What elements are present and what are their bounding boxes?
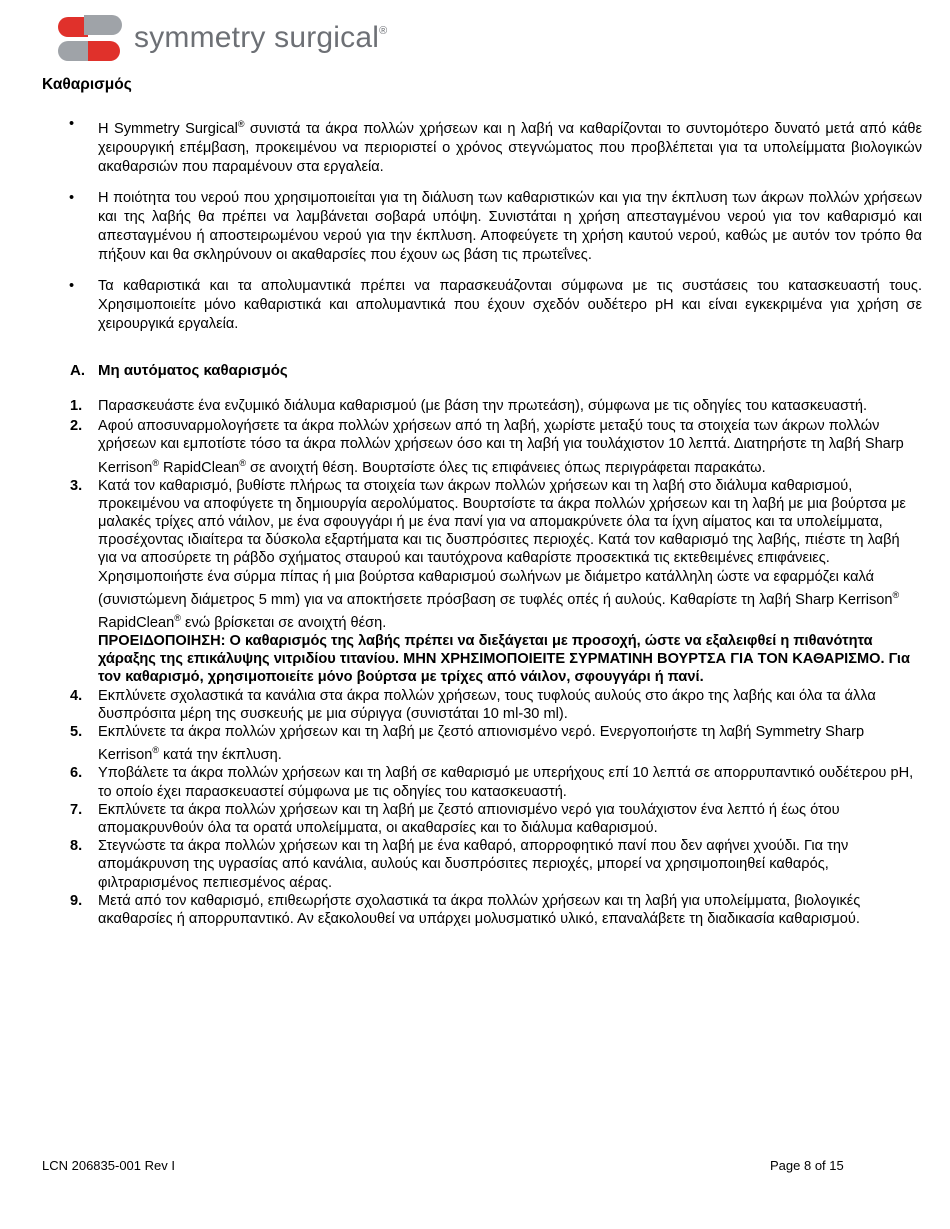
logo-mark-icon	[56, 9, 128, 67]
page-title: Καθαρισμός	[42, 76, 132, 93]
bullet-icon: •	[69, 116, 75, 132]
step-item: 8. Στεγνώστε τα άκρα πολλών χρήσεων και τη λαβή με ένα καθαρό, απορροφητικό πανί που δεν αφήνει χνούδι. Για την απομάκρυνση της υγρασίας από κανάλια, αυλούς και δυσπρόσιτες περιοχές, μπορεί να χρησιμοποιηθεί καθαρός, φιλτραρισμένος πεπιεσμένος αέρας.	[70, 838, 849, 891]
list-item: • Η Symmetry Surgical® συνιστά τα άκρα πολλών χρήσεων και η λαβή να καθαρίζονται το συντομότερο δυνατό μετά από κάθε χειρουργική επέμβαση, προκειμένου να περιοριστεί ο χρόνος στεγνώματος που προβλέπεται για τα υπολείμματα βιολογικών ακαθαρσιών που παραμένουν στα εργαλεία.	[69, 116, 922, 175]
symmetry-surgical-logo	[38, 6, 428, 70]
step-item: 7. Εκπλύνετε τα άκρα πολλών χρήσεων και τη λαβή με ζεστό απιονισμένο νερό για τουλάχιστον ένα λεπτό ή έως ότου απομακρυνθούν όλα τα ορατά υπολείμματα, οι ακαθαρσίες και το διάλυμα καθαρισμού.	[70, 801, 840, 836]
step-item: 6. Υποβάλετε τα άκρα πολλών χρήσεων και τη λαβή σε καθαρισμό με υπερήχους επί 10 λεπτά σε απορρυπαντικό ουδέτερου pH, το οποίο έχει παρασκευαστεί σύμφωνα με τις οδηγίες του κατασκευαστή.	[70, 765, 914, 800]
logo-text: symmetry surgical®	[134, 21, 388, 54]
warning-text: ΠΡΟΕΙΔΟΠΟΙΗΣΗ: Ο καθαρισμός της λαβής πρέπει να διεξάγεται με προσοχή, ώστε να εξαλειφθεί η πιθανότητα χάραξης της επικάλυψης νιτριδίου τιτανίου. ΜΗΝ ΧΡΗΣΙΜΟΠΟΙΕΙΤΕ ΣΥΡΜΑΤΙΝΗ ΒΟΥΡΤΣΑ ΓΙΑ ΤΟΝ ΚΑΘΑΡΙΣΜΟ. Για τον καθαρισμό, χρησιμοποιείτε μόνο βούρτσα με τρίχες από νάιλον, σφουγγάρι ή πανί.	[98, 633, 910, 686]
step-item: 1. Παρασκευάστε ένα ενζυμικό διάλυμα καθαρισμού (με βάση την πρωτεάση), σύμφωνα με τις οδηγίες του κατασκευαστή.	[70, 398, 868, 414]
list-item: • Η ποιότητα του νερού που χρησιμοποιείται για τη διάλυση των καθαριστικών και για την έκπλυση των άκρων πολλών χρήσεων και της λαβής θα πρέπει να λαμβάνεται σοβαρά υπόψη. Συνιστάται η χρήση απεσταγμένου νερού για τον καθαρισμό και απεσταγμένου ή αποστειρωμένου νερού για την έκπλυση. Αποφεύγετε τη χρήση καυτού νερού, καθώς με αυτόν τον τρόπο θα πήξουν και θα σκληρύνουν οι ακαθαρσίες που έχουν ως βάση τις πρωτεΐνες.	[69, 189, 922, 263]
step-item: 3. Κατά τον καθαρισμό, βυθίστε πλήρως τα στοιχεία των άκρων πολλών χρήσεων και τη λαβή στο διάλυμα καθαρισμού, προκειμένου να αποφύγετε τη δημιουργία αερολύματος. Βουρτσίστε τα άκρα πολλών χρήσεων και τη λαβή με μια βούρτσα με μαλακές τρίχες από νάιλον, με ένα σφουγγάρι ή με ένα πανί για να απομακρύνετε όλα τα ίχνη αίματος και τα υπολείμματα, προσέχοντας ιδιαίτερα τα δύσκολα εξαρτήματα και τις δυσπρόσιτες περιοχές. Κατά τον καθαρισμό της λαβής, πιέστε τη λαβή για να αποσύρετε τη ράβδο σχήματος σταυρού και ταυτόχρονα καθαρίστε προσεκτικά τις εκτεθειμένες επιφάνειες. Χρησιμοποιήστε ένα σύρμα πίπας ή μια βούρτσα καθαρισμού σωλήνων με διάμετρο κατάλληλη ώστε να εφαρμόζει καλά (συνιστώμενη διάμετρος 5 mm) για να αποκτήσετε πρόσβαση σε τυφλές οπές ή αυλούς. Καθαρίστε τη λαβή Sharp Kerrison® RapidClean® ενώ βρίσκεται σε ανοιχτή θέση. ΠΡΟΕΙΔΟΠΟΙΗΣΗ: Ο καθαρισμός της λαβής πρέπει να διεξάγεται με προσοχή, ώστε να εξαλειφθεί η πιθανότητα χάραξης της επικάλυψης νιτριδίου τιτανίου. ΜΗΝ ΧΡΗΣΙΜΟΠΟΙΕΙΤΕ ΣΥΡΜΑΤΙΝΗ ΒΟΥΡΤΣΑ ΓΙΑ ΤΟΝ ΚΑΘΑΡΙΣΜΟ. Για τον καθαρισμό, χρησιμοποιείτε μόνο βούρτσα με τρίχες από νάιλον, σφουγγάρι ή πανί.	[70, 477, 922, 687]
bullet-icon: •	[69, 189, 75, 206]
section-heading: A. Μη αυτόματος καθαρισμός	[70, 362, 288, 379]
page-number: Page 8 of 15	[770, 1158, 844, 1173]
step-item: 2. Αφού αποσυναρμολογήσετε τα άκρα πολλών χρήσεων από τη λαβή, χωρίστε μεταξύ τους τα στοιχεία των άκρων πολλών χρήσεων και εμποτίστε τόσο τα άκρα πολλών χρήσεων όσο και τη λαβή για τουλάχιστον 10 λεπτά. Διατηρήστε τη λαβή Sharp Kerrison® RapidClean® σε ανοιχτή θέση. Βουρτσίστε όλες τις επιφάνειες όπως περιγράφεται παρακάτω.	[70, 418, 904, 476]
intro-bullet-list	[42, 115, 922, 346]
list-item: • Τα καθαριστικά και τα απολυμαντικά πρέπει να παρασκευάζονται σύμφωνα με τις συστάσεις του κατασκευαστή τους. Χρησιμοποιείτε μόνο καθαριστικά και απολυμαντικά που έχουν σχεδόν ουδέτερο pH και είναι εγκεκριμένα για χρήση σε χειρουργικά εργαλεία.	[69, 277, 922, 332]
step-item: 5. Εκπλύνετε τα άκρα πολλών χρήσεων και τη λαβή με ζεστό απιονισμένο νερό. Ενεργοποιήστε τη λαβή Symmetry Sharp Kerrison® κατά την έκπλυση.	[70, 724, 865, 764]
bullet-icon: •	[69, 277, 75, 294]
step-item: 9. Μετά από τον καθαρισμό, επιθεωρήστε σχολαστικά τα άκρα πολλών χρήσεων και τη λαβή για υπολείμματα, βιολογικές ακαθαρσίες ή απορρυπαντικό. Αν εξακολουθεί να υπάρχει μολυσματικό υλικό, επαναλάβετε τη διαδικασία καθαρισμού.	[70, 892, 861, 927]
manual-cleaning-steps	[70, 397, 922, 928]
document-number: LCN 206835-001 Rev I	[42, 1158, 175, 1173]
step-item: 4. Εκπλύνετε σχολαστικά τα κανάλια στα άκρα πολλών χρήσεων, τους τυφλούς αυλούς στο άκρο της λαβής και όλα τα άλλα δυσπρόσιτα μέρη της συσκευής με μια σύριγγα (συνιστάται 10 ml-30 ml).	[70, 687, 876, 722]
